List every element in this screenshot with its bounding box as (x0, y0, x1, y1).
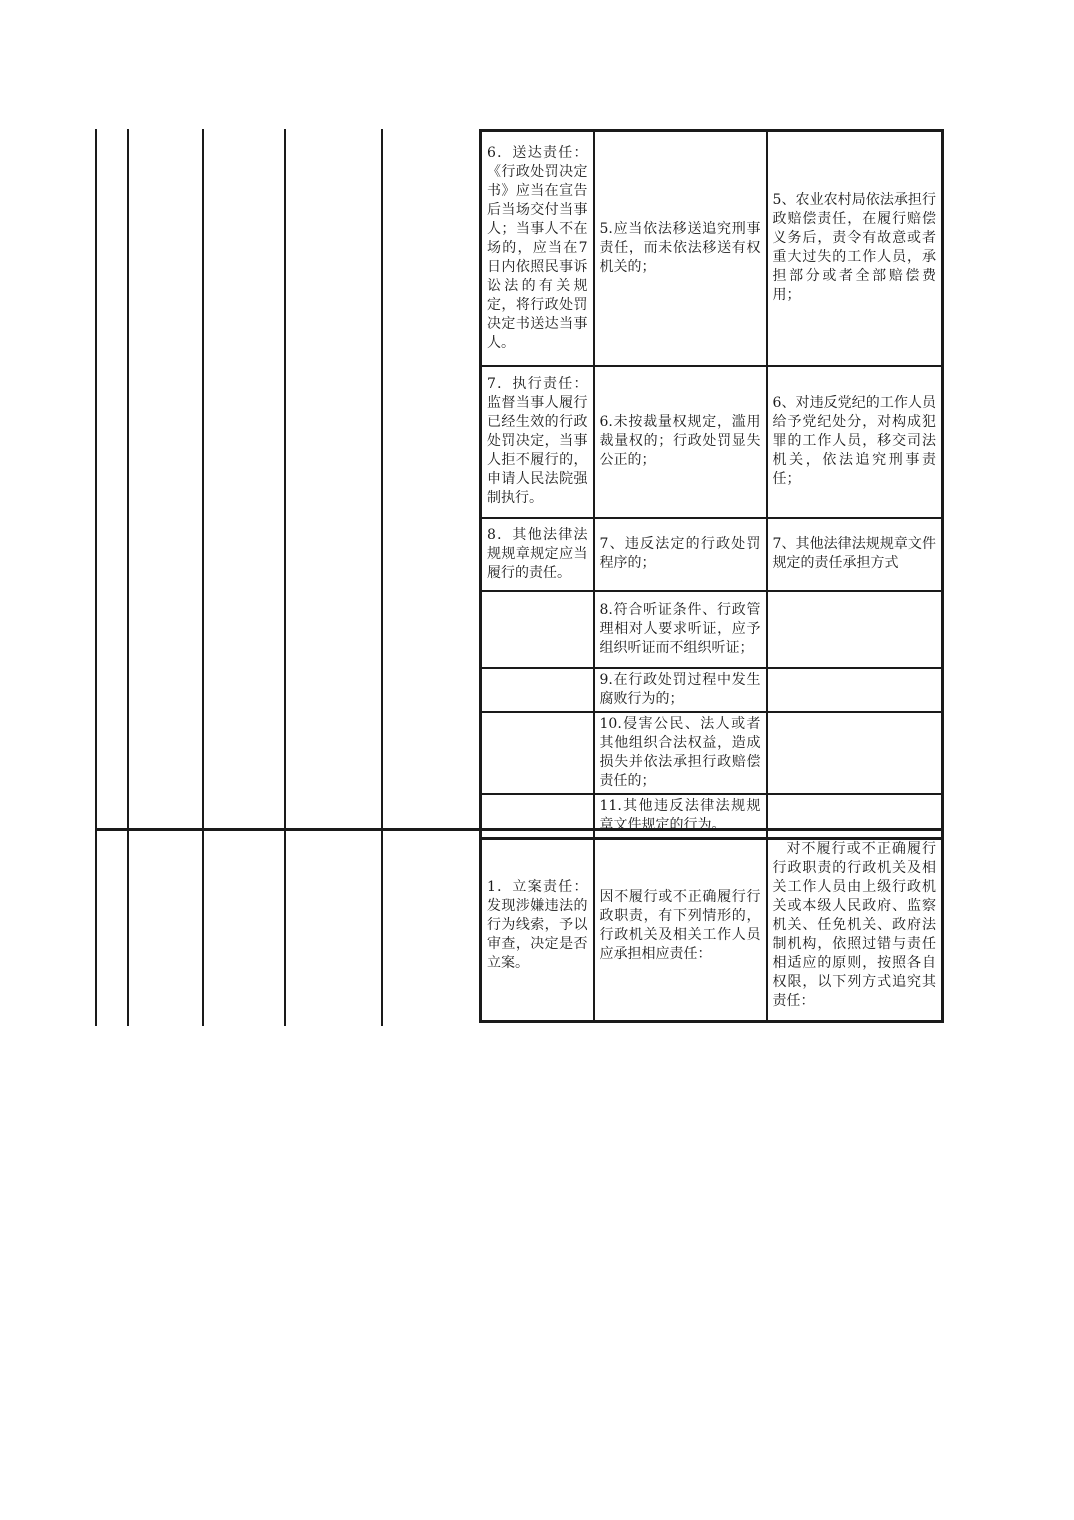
misconduct-cell: 5.应当依法移送追究刑事责任，而未依法移送有权机关的； (594, 131, 767, 366)
table-row (481, 366, 943, 518)
accountability-cell: 6、对违反党纪的工作人员给予党纪处分，对构成犯罪的工作人员，移交司法机关，依法追究刑事责任； (767, 366, 943, 518)
accountability-cell: 对不履行或不正确履行行政职责的行政机关及相关工作人员由上级行政机关或本级人民政府、监察机关、任免机关、政府法制机构，依照过错与责任相适应的原则，按照各自权限，以下列方式追究其责任： (767, 830, 943, 1022)
table-column-divider (202, 129, 204, 1026)
table-row-divider (95, 828, 481, 831)
table-row (481, 668, 943, 712)
accountability-cell (767, 712, 943, 794)
duty-cell (481, 712, 594, 794)
misconduct-cell: 10.侵害公民、法人或者其他组织合法权益，造成损失并依法承担行政赔偿责任的； (594, 712, 767, 794)
table-row (481, 518, 943, 591)
table-row (481, 830, 943, 1022)
responsibility-table-upper (479, 129, 944, 840)
table-column-divider (284, 129, 286, 1026)
table-column-divider (127, 129, 129, 1026)
duty-cell (481, 668, 594, 712)
table-column-divider (95, 129, 97, 1026)
duty-cell: 6．送达责任：《行政处罚决定书》应当在宣告后当场交付当事人；当事人不在场的，应当在7日内依照民事诉讼法的有关规定，将行政处罚决定书送达当事人。 (481, 131, 594, 366)
misconduct-cell: 8.符合听证条件、行政管理相对人要求听证，应予组织听证而不组织听证； (594, 591, 767, 668)
table-row (481, 131, 943, 366)
misconduct-cell: 因不履行或不正确履行行政职责，有下列情形的，行政机关及相关工作人员应承担相应责任： (594, 830, 767, 1022)
duty-cell: 8．其他法律法规规章规定应当履行的责任。 (481, 518, 594, 591)
misconduct-cell: 11.其他违反法律法规规章文件规定的行为。 (594, 794, 767, 839)
table-column-divider (381, 129, 383, 1026)
accountability-cell (767, 668, 943, 712)
accountability-cell: 5、农业农村局依法承担行政赔偿责任，在履行赔偿义务后，责令有故意或者重大过失的工作人员，承担部分或者全部赔偿费用； (767, 131, 943, 366)
table-row (481, 591, 943, 668)
accountability-cell: 7、其他法律法规规章文件规定的责任承担方式 (767, 518, 943, 591)
table-row (481, 712, 943, 794)
misconduct-cell: 7、违反法定的行政处罚程序的； (594, 518, 767, 591)
responsibility-table-lower (479, 828, 944, 1023)
misconduct-cell: 9.在行政处罚过程中发生腐败行为的； (594, 668, 767, 712)
duty-cell: 7．执行责任：监督当事人履行已经生效的行政处罚决定，当事人拒不履行的，申请人民法院强制执行。 (481, 366, 594, 518)
duty-cell: 1．立案责任：发现涉嫌违法的行为线索，予以审查，决定是否立案。 (481, 830, 594, 1022)
misconduct-cell: 6.未按裁量权规定，滥用裁量权的；行政处罚显失公正的； (594, 366, 767, 518)
duty-cell (481, 591, 594, 668)
accountability-cell (767, 591, 943, 668)
